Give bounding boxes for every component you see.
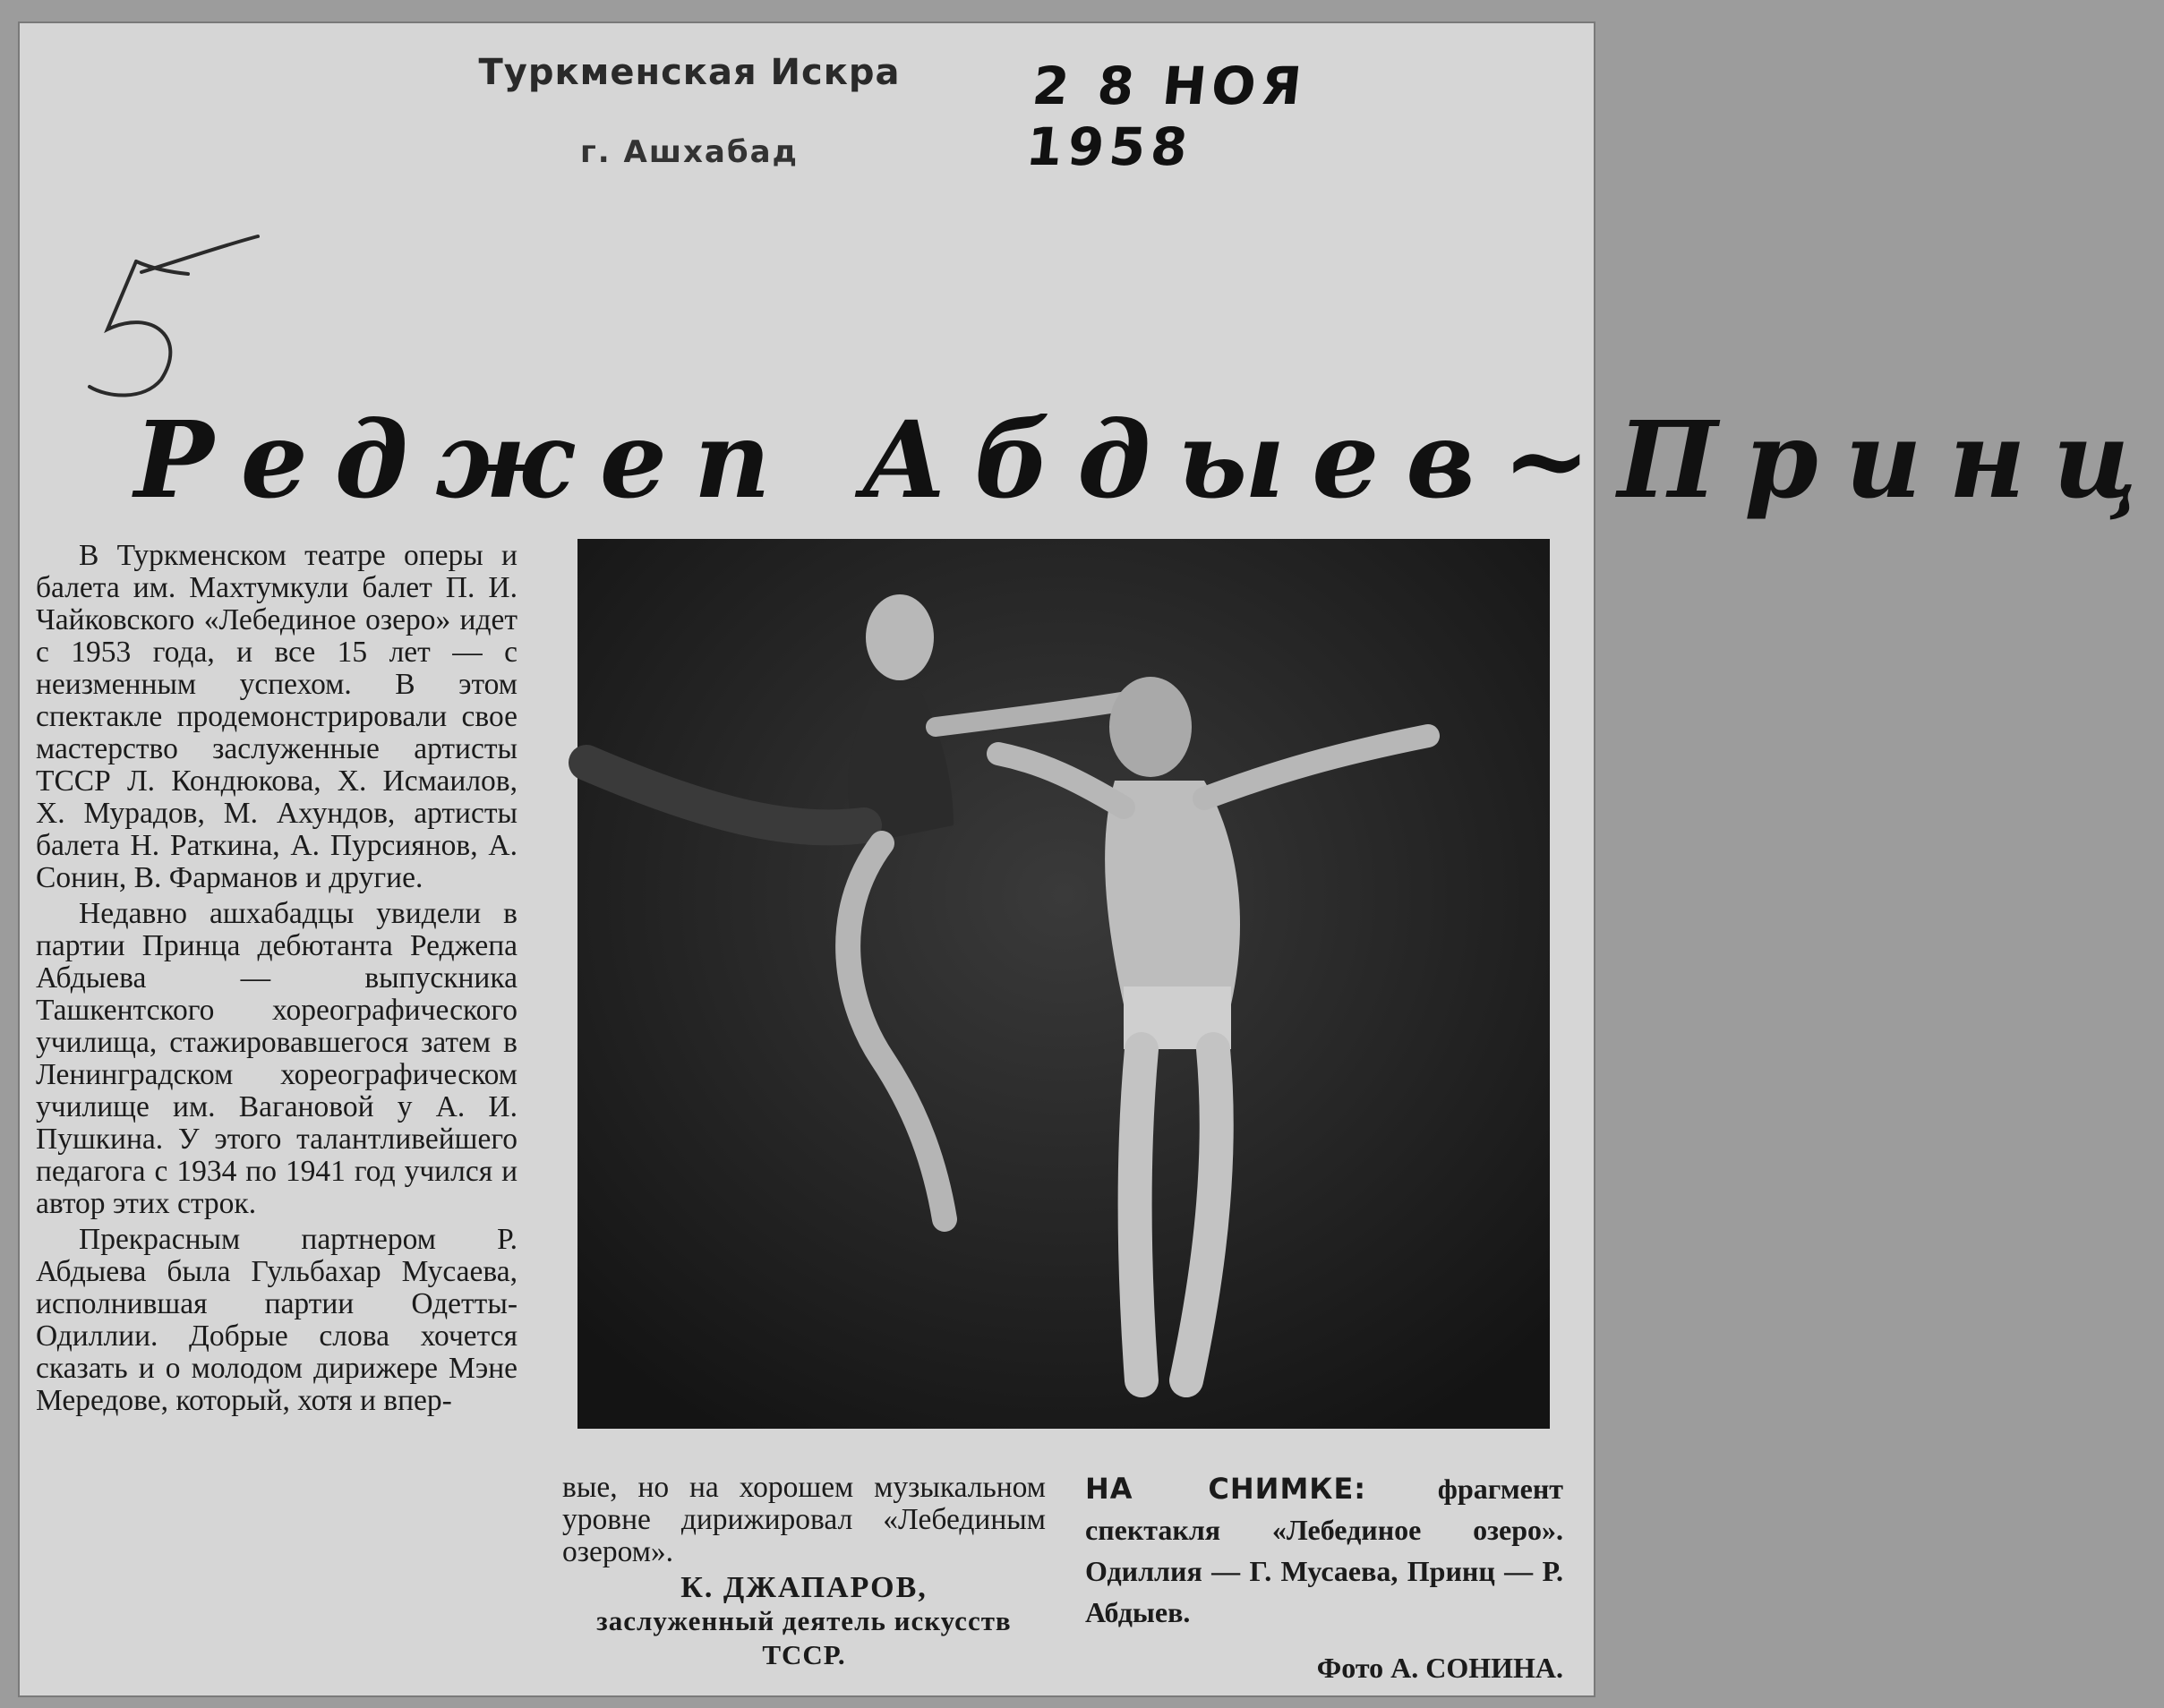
ballet-photo: [577, 539, 1550, 1429]
headline: Реджеп Абдыев~Принц: [134, 397, 2164, 522]
photo-caption: [1085, 1468, 1563, 1688]
caption-lead: НА СНИМКЕ:: [1085, 1472, 1367, 1506]
author-title: заслуженный деятель искусств ТССР.: [596, 1605, 1012, 1670]
article-paragraph-3: Прекрасным партнером Р. Абдыева была Гульбахар Мусаева, исполнившая партии Одетты-Одиллии. Добрые слова хочется сказать и о молодом дирижере Мэне Мередове, который, хотя и впер-: [36, 1223, 517, 1417]
caption-text: фрагмент спектакля «Лебединое озеро». Одиллия — Г. Мусаева, Принц — Р. Абдыев.: [1085, 1473, 1563, 1628]
author-name: К. ДЖАПАРОВ,: [680, 1571, 928, 1604]
newspaper-name-stamp: Туркменская Искра: [478, 52, 901, 93]
article-continuation: вые, но на хорошем музыкальном уровне дирижировал «Лебединым озером».: [562, 1471, 1046, 1568]
photo-credit: Фото А. СОНИНА.: [1316, 1652, 1563, 1684]
article-column-1: [36, 540, 517, 1421]
article-paragraph-1: В Туркменском театре оперы и балета им. Махтумкули балет П. И. Чайковского «Лебединое озеро» идет с 1953 года, и все 15 лет — с неизменным успехом. В этом спектакле продемонстрировали свое мастерство заслуженные артисты ТССР Л. Кондюкова, Х. Исмаилов, Х. Мурадов, М. Ахундов, артисты балета Н. Раткина, А. Пурсиянов, А. Сонин, В. Фарманов и другие.: [36, 539, 517, 894]
date-stamp: 2 8 НОЯ 1958: [1022, 56, 1310, 177]
handwritten-mark: [54, 222, 269, 401]
city-stamp: г. Ашхабад: [580, 134, 799, 170]
article-paragraph-2: Недавно ашхабадцы увидели в партии Принца дебютанта Реджепа Абдыева — выпускника Ташкентского хореографического училища, стажировавшегося затем в Ленинградском хореографическом училище им. Вагановой у А. И. Пушкина. У этого талантливейшего педагога с 1934 по 1941 год учился и автор этих строк.: [36, 897, 517, 1220]
article-column-2: [562, 1472, 1046, 1672]
